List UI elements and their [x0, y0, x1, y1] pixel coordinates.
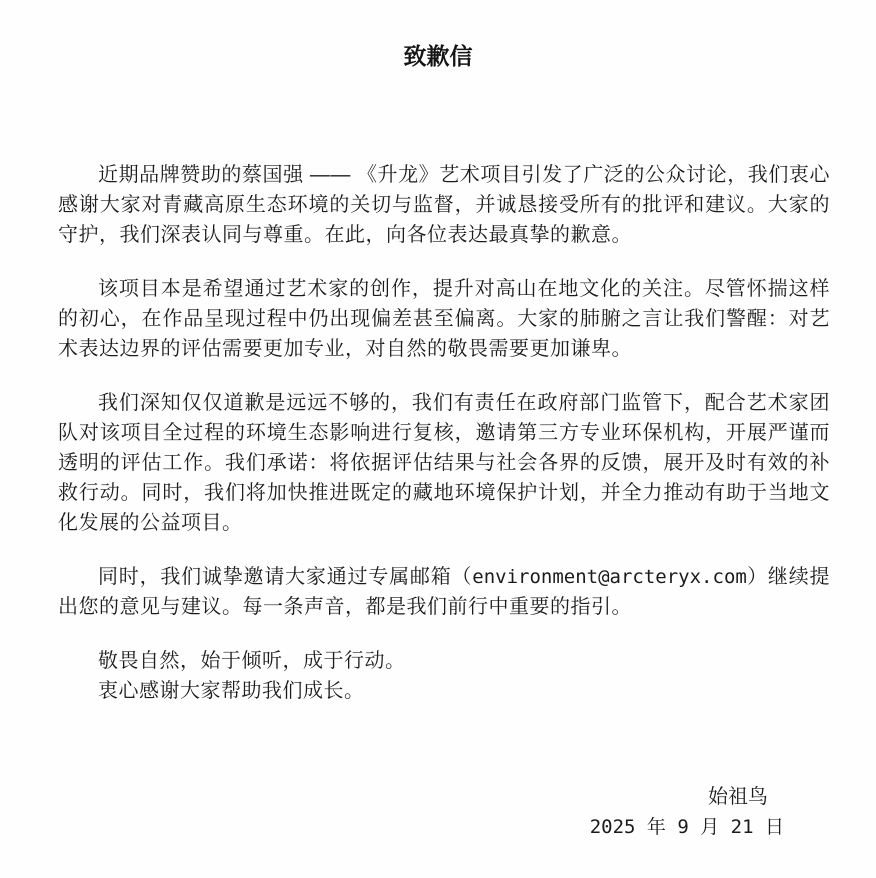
closing-line-motto: 敬畏自然，始于倾听，成于行动。: [98, 650, 406, 672]
contact-email: environment@arcteryx.com: [472, 566, 747, 588]
paragraph-contact-text-after: ）继续提出您的意见与建议。每一条声音，都是我们前行中重要的指引。: [58, 566, 831, 618]
paragraph-commitment: 我们深知仅仅道歉是远远不够的，我们有责任在政府部门监管下，配合艺术家团队对该项目全过程的环境生态影响进行复核，邀请第三方专业环保机构，开展严谨而透明的评估工作。我们承诺：将依据评估结果与社会各界的反馈，展开及时有效的补救行动。同时，我们将加快推进既定的藏地环境保护计划，并全力推动有助于当地文化发展的公益项目。: [58, 392, 830, 534]
closing-line-thanks: 衷心感谢大家帮助我们成长。: [98, 680, 365, 702]
paragraph-reflection: 该项目本是希望通过艺术家的创作，提升对高山在地文化的关注。尽管怀揣这样的初心，在作品呈现过程中仍出现偏差甚至偏离。大家的肺腑之言让我们警醒：对艺术表达边界的评估需要更加专业，对自然的敬畏需要更加谦卑。: [58, 278, 830, 360]
signature-block: [58, 782, 830, 842]
paragraph-contact: [58, 562, 830, 622]
letter-body: [0, 72, 876, 842]
signature-name: 始祖鸟: [708, 786, 768, 808]
paragraph-contact-text-before: 同时，我们诚挚邀请大家通过专属邮箱（: [98, 566, 473, 588]
letter-title: 致歉信: [403, 43, 473, 69]
closing-lines: [58, 646, 830, 706]
signature-date: 2025 年 9 月 21 日: [589, 816, 784, 838]
paragraph-intro: 近期品牌赞助的蔡国强 —— 《升龙》艺术项目引发了广泛的公众讨论，我们衷心感谢大家对青藏高原生态环境的关切与监督，并诚恳接受所有的批评和建议。大家的守护，我们深表认同与尊重。在此，向各位表达最真挚的歉意。: [58, 164, 830, 246]
